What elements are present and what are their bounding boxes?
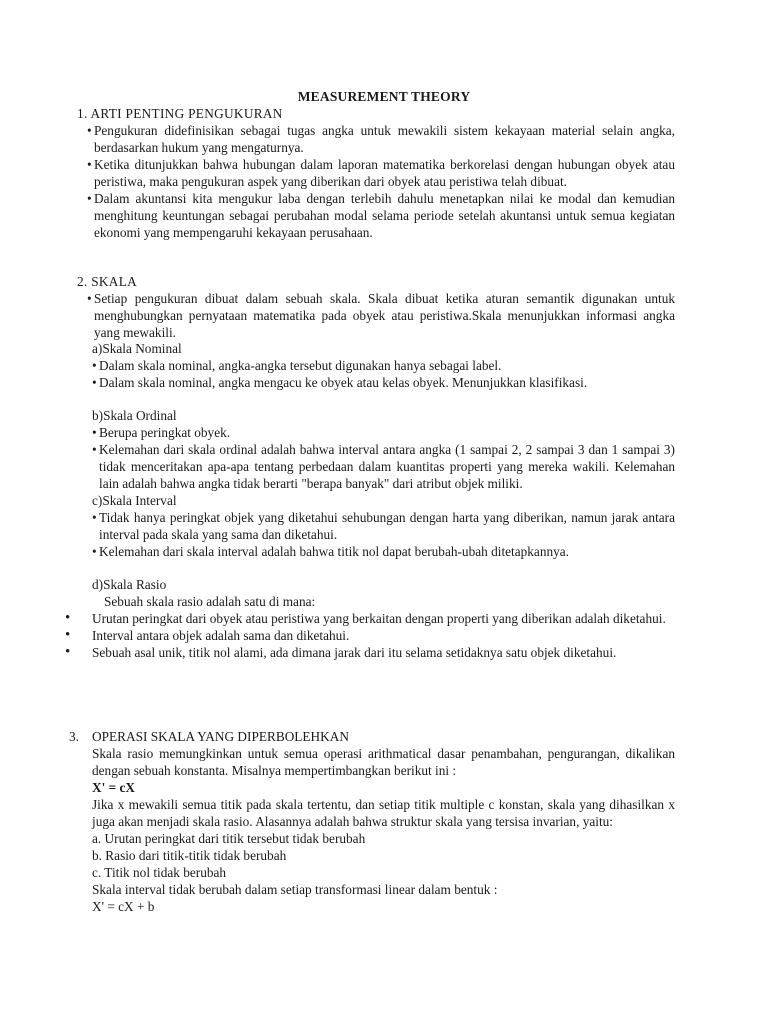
section-3-heading: OPERASI SKALA YANG DIPERBOLEHKAN [92, 729, 349, 744]
list-item: • Sebuah asal unik, titik nol alami, ada dimana jarak dari itu selama setidaknya satu objek diketahui. [65, 644, 617, 660]
document-title: MEASUREMENT THEORY [297, 89, 471, 104]
formula: X' = cX + b [92, 899, 155, 914]
section-1-bullets [87, 122, 675, 241]
bullet-icon: • [65, 627, 71, 643]
bullet-item: • Dalam akuntansi kita mengukur laba dengan terlebih dahulu menetapkan nilai ke modal dan kemudian menghitung keuntungan sebagai perubahan modal selama periode setelah akuntansi untuk semua kegiatan ekonomi yang mempengaruhi kekayaan perusahaan. [87, 190, 675, 241]
section-3-number: 3. [69, 729, 79, 744]
formula: X' = cX [92, 780, 136, 795]
section-3-paragraph: Skala interval tidak berubah dalam setiap transformasi linear dalam bentuk : [92, 882, 498, 897]
bullet-icon: • [65, 610, 71, 626]
bullet-item: • Kelemahan dari skala interval adalah bahwa titik nol dapat berubah-ubah ditetapkannya. [92, 543, 675, 560]
section-2 [77, 273, 677, 290]
bullet-item: • Setiap pengukuran dibuat dalam sebuah skala. Skala dibuat ketika aturan semantik digunakan untuk menghubungkan pernyataan matematika pada obyek atau peristiwa.Skala menunjukkan informasi angka yang mewakili. [87, 290, 675, 341]
section-3-body [92, 745, 675, 915]
section-3-paragraph: Jika x mewakili semua titik pada skala tertentu, dan setiap titik multiple c konstan, skala yang dihasilkan x juga akan menjadi skala rasio. Alasannya adalah bahwa struktur skala yang tersisa invarian, yaitu: [92, 797, 675, 829]
section-1-heading: 1. ARTI PENTING PENGUKURAN [77, 106, 283, 121]
section-2-intro-block [87, 290, 675, 341]
scale-nominal-label: a)Skala Nominal [92, 341, 182, 356]
section-1 [77, 105, 677, 122]
bullet-item: • Ketika ditunjukkan bahwa hubungan dalam laporan matematika berkorelasi dengan hubungan obyek atau peristiwa, maka pengukuran aspek yang diberikan dari obyek atau peristiwa telah dibuat. [87, 156, 675, 190]
scale-ordinal-label: b)Skala Ordinal [92, 408, 177, 423]
section-3-paragraph: Skala rasio memungkinkan untuk semua operasi arithmatical dasar penambahan, pengurangan, dikalikan dengan sebuah konstanta. Misalnya mempertimbangkan berikut ini : [92, 746, 675, 778]
bullet-item: • Pengukuran didefinisikan sebagai tugas angka untuk mewakili sistem kekayaan material selain angka, berdasarkan hukum yang mengaturnya. [87, 122, 675, 156]
scale-rasio-intro: Sebuah skala rasio adalah satu di mana: [104, 594, 316, 609]
scale-rasio-label: d)Skala Rasio [92, 577, 167, 592]
section-2-heading: 2. SKALA [77, 274, 138, 289]
bullet-item: • Kelemahan dari skala ordinal adalah bahwa interval antara angka (1 sampai 2, 2 sampai 3 dan 1 sampai 3) tidak menceritakan apa-apa tentang perbedaan dalam kuantitas properti yang mereka wakili. Kelemahan lain adalah bahwa angka tidak berarti "berapa banyak" dari atribut objek miliki. [92, 441, 675, 492]
list-item: b. Rasio dari titik-titik tidak berubah [92, 848, 287, 863]
bullet-icon: • [65, 644, 71, 660]
list-item: c. Titik nol tidak berubah [92, 865, 227, 880]
bullet-item: • Tidak hanya peringkat objek yang diketahui sehubungan dengan harta yang diberikan, namun jarak antara interval pada skala yang sama dan diketahui. [92, 509, 675, 543]
scale-interval-label: c)Skala Interval [92, 493, 177, 508]
list-item: • Interval antara objek adalah sama dan diketahui. [65, 627, 350, 643]
bullet-item: • Dalam skala nominal, angka-angka tersebut digunakan hanya sebagai label. [92, 357, 675, 374]
bullet-item: • Berupa peringkat obyek. [92, 424, 675, 441]
bullet-item: • Dalam skala nominal, angka mengacu ke obyek atau kelas obyek. Menunjukkan klasifikasi. [92, 374, 675, 391]
list-item: • Urutan peringkat dari obyek atau peristiwa yang berkaitan dengan properti yang diberikan adalah diketahui. [65, 610, 666, 626]
section-2-scales [65, 340, 675, 661]
list-item: a. Urutan peringkat dari titik tersebut tidak berubah [92, 831, 366, 846]
